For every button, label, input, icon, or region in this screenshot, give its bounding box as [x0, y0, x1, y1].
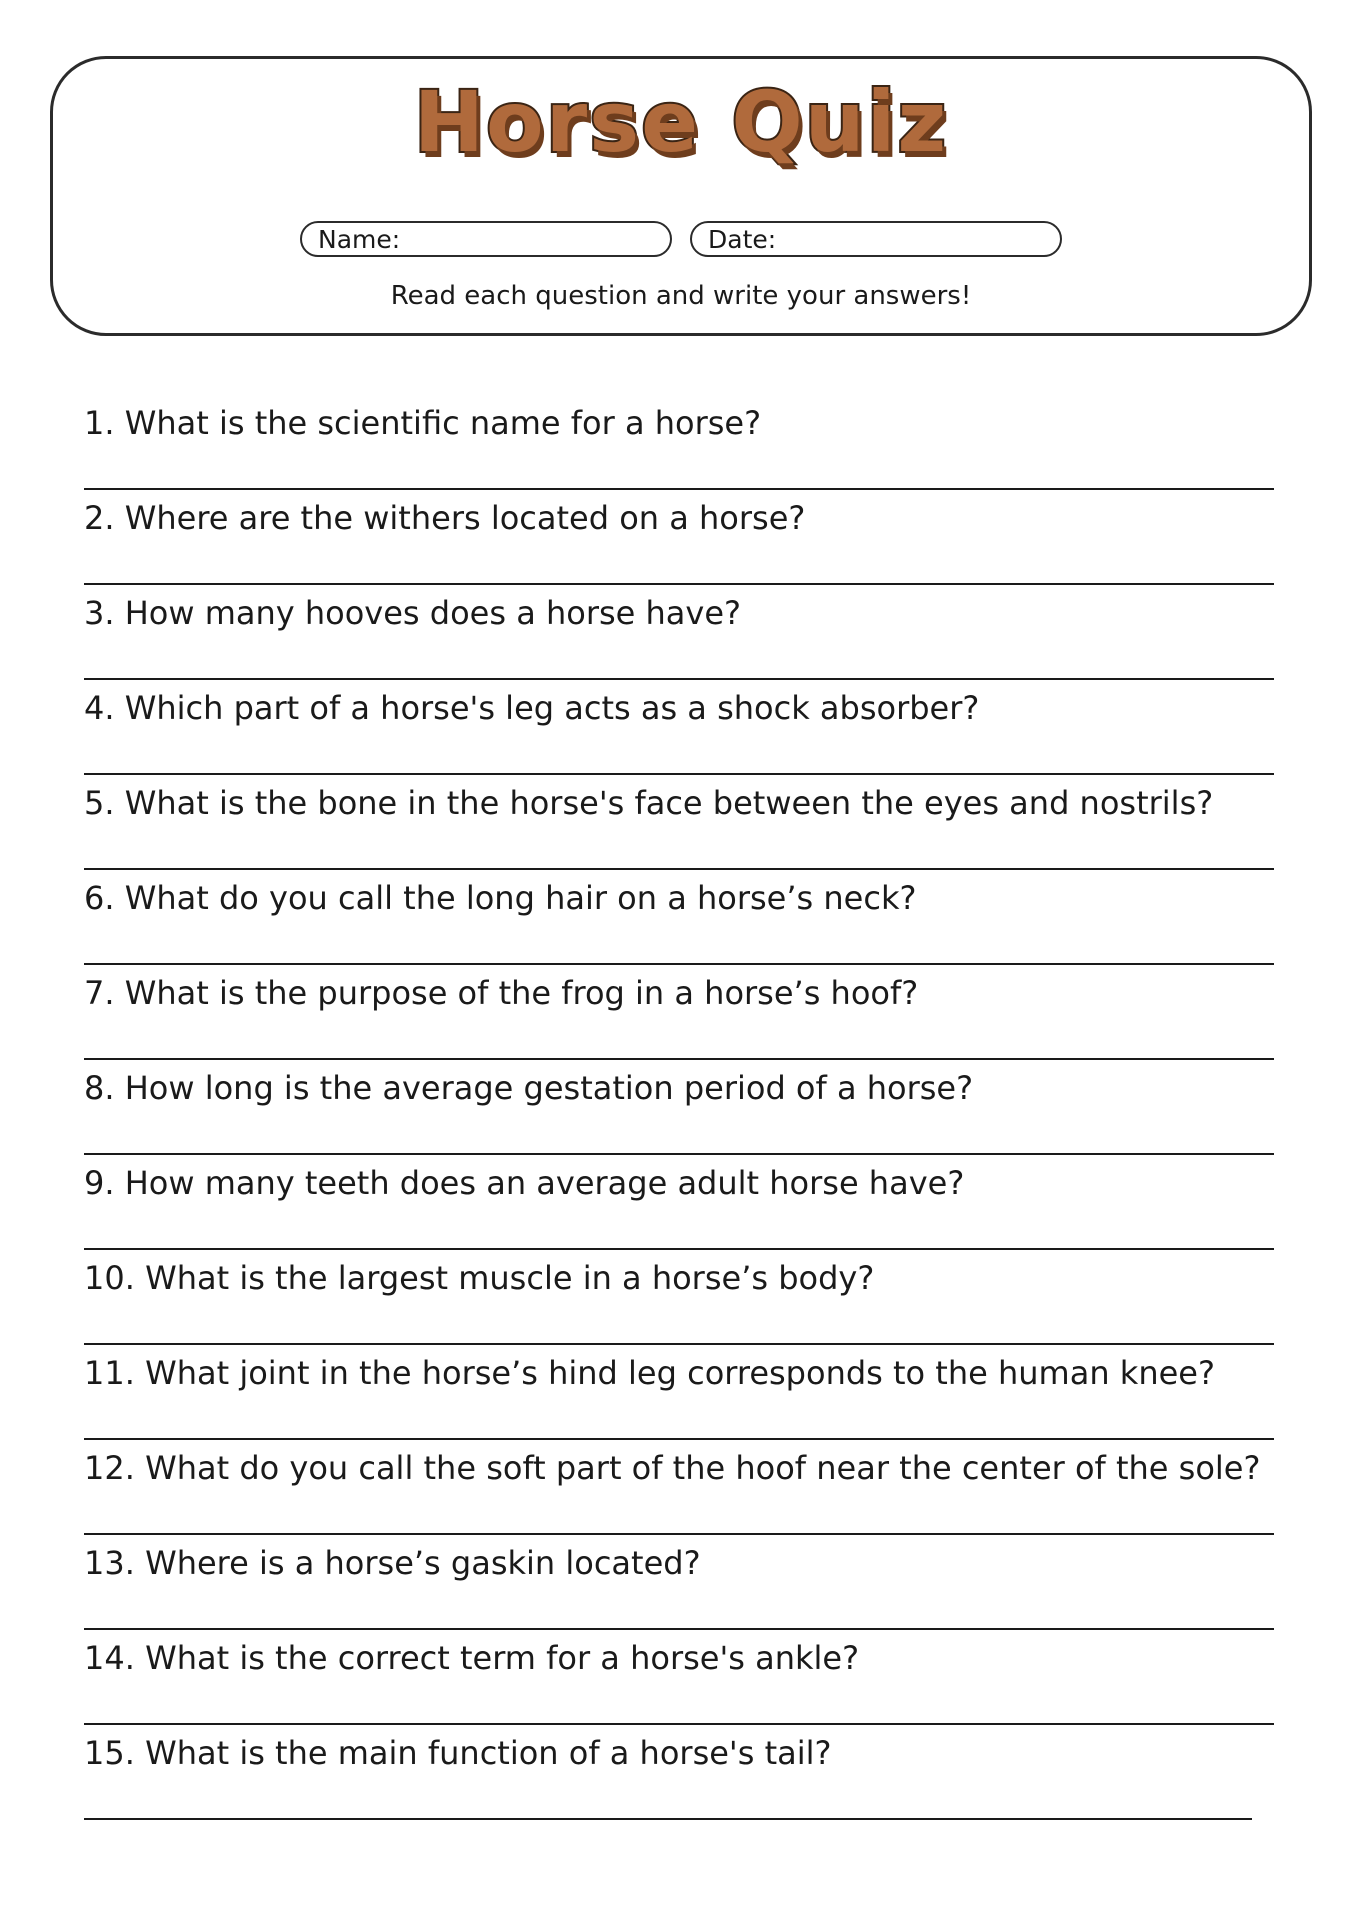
- question-text: 10. What is the largest muscle in a horse’s body?: [84, 1259, 875, 1297]
- question-item: [84, 1255, 1274, 1350]
- answer-line[interactable]: [84, 678, 1274, 680]
- question-item: [84, 590, 1274, 685]
- date-field[interactable]: [690, 221, 1062, 257]
- question-text: 12. What do you call the soft part of the hoof near the center of the sole?: [84, 1449, 1261, 1487]
- question-text: 5. What is the bone in the horse's face between the eyes and nostrils?: [84, 784, 1214, 822]
- question-item: [84, 495, 1274, 590]
- answer-line[interactable]: [84, 963, 1274, 965]
- question-text: 14. What is the correct term for a horse's ankle?: [84, 1639, 860, 1677]
- answer-line[interactable]: [84, 868, 1274, 870]
- quiz-header: [50, 56, 1312, 336]
- answer-line[interactable]: [84, 1723, 1274, 1725]
- question-text: 13. Where is a horse’s gaskin located?: [84, 1544, 701, 1582]
- question-item: [84, 780, 1274, 875]
- name-label: Name:: [318, 224, 401, 254]
- question-text: 7. What is the purpose of the frog in a horse’s hoof?: [84, 974, 919, 1012]
- name-field[interactable]: [300, 221, 672, 257]
- answer-line[interactable]: [84, 773, 1274, 775]
- question-item: [84, 1160, 1274, 1255]
- answer-line[interactable]: [84, 1628, 1274, 1630]
- question-item: [84, 875, 1274, 970]
- question-text: 8. How long is the average gestation period of a horse?: [84, 1069, 974, 1107]
- question-item: [84, 1350, 1274, 1445]
- question-text: 6. What do you call the long hair on a horse’s neck?: [84, 879, 917, 917]
- answer-line[interactable]: [84, 1533, 1274, 1535]
- question-item: [84, 1065, 1274, 1160]
- question-text: 15. What is the main function of a horse's tail?: [84, 1734, 832, 1772]
- question-item: [84, 970, 1274, 1065]
- question-item: [84, 400, 1274, 495]
- answer-line[interactable]: [84, 1058, 1274, 1060]
- instructions: Read each question and write your answers!: [390, 281, 972, 311]
- answer-line[interactable]: [84, 1343, 1274, 1345]
- question-text: 11. What joint in the horse’s hind leg corresponds to the human knee?: [84, 1354, 1215, 1392]
- answer-line[interactable]: [84, 1818, 1252, 1820]
- question-text: 9. How many teeth does an average adult horse have?: [84, 1164, 965, 1202]
- question-item: [84, 1540, 1274, 1635]
- question-item: [84, 1445, 1274, 1540]
- question-item: [84, 685, 1274, 780]
- question-item: [84, 1635, 1274, 1730]
- question-text: 1. What is the scientific name for a horse?: [84, 404, 762, 442]
- answer-line[interactable]: [84, 1248, 1274, 1250]
- question-item: [84, 1730, 1274, 1825]
- quiz-title: Horse Quiz: [413, 73, 949, 171]
- question-list: [84, 400, 1274, 1825]
- student-info-fields: [53, 221, 1309, 257]
- answer-line[interactable]: [84, 583, 1274, 585]
- question-text: 3. How many hooves does a horse have?: [84, 594, 742, 632]
- answer-line[interactable]: [84, 488, 1274, 490]
- answer-line[interactable]: [84, 1438, 1274, 1440]
- question-text: 2. Where are the withers located on a horse?: [84, 499, 806, 537]
- question-text: 4. Which part of a horse's leg acts as a shock absorber?: [84, 689, 980, 727]
- answer-line[interactable]: [84, 1153, 1274, 1155]
- date-label: Date:: [708, 224, 777, 254]
